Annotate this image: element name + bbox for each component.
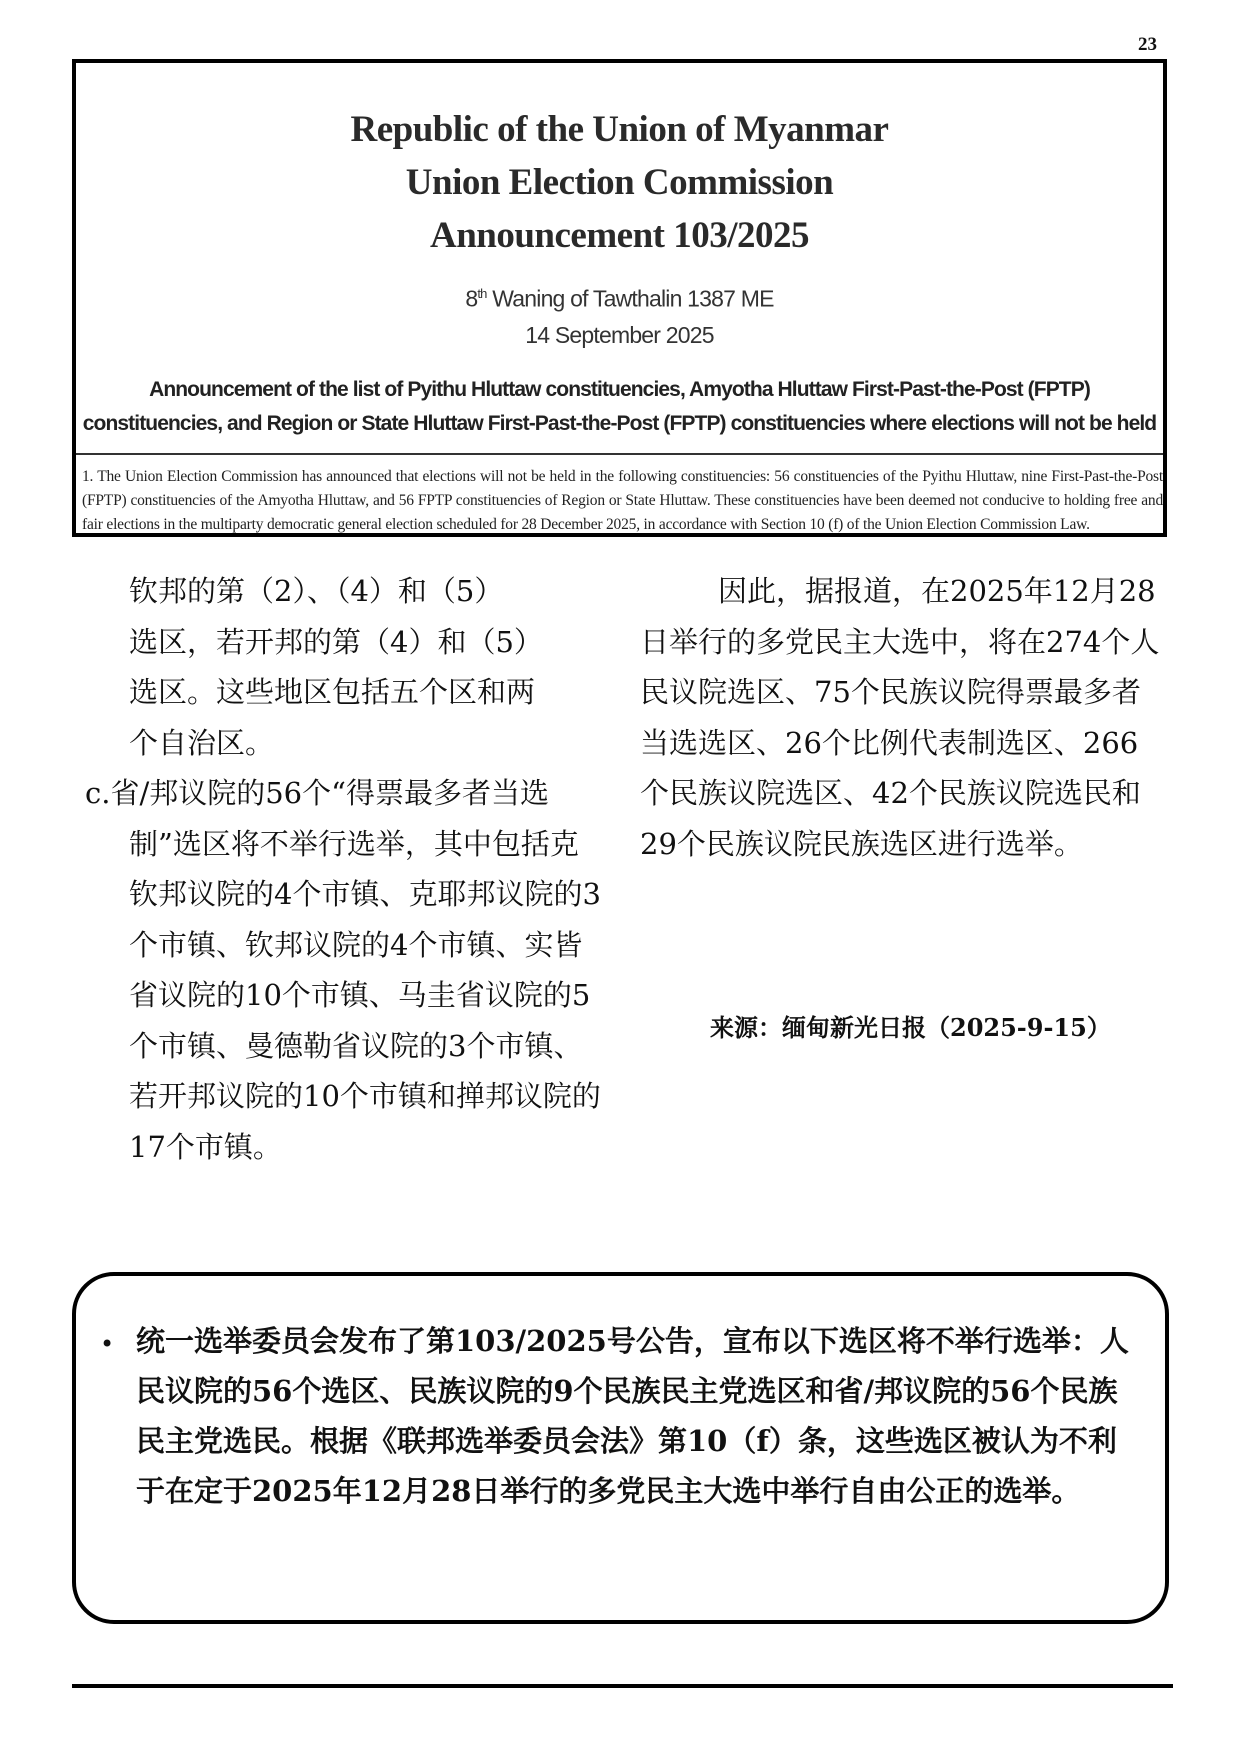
heading-line-2: constituencies, and Region or State Hluttaw First-Past-the-Post (FPTP) constituencies where elections will not be held [82,411,1157,435]
announcement-body: 1. The Union Election Commission has announced that elections will not be held in the following constituencies: 56 constituencies of the Pyithu Hluttaw, nine First-Past-the-Post (FPTP) constituencies of the Amyotha Hluttaw, and 56 FPTP constituencies of Region or State Hluttaw. These constituencies have been deemed not conducive to holding free and fair elections in the multiparty democratic general election scheduled for 28 December 2025, in accordance with Section 10 (f) of the Union Election Commission Law. [82,467,1163,533]
announcement-dates [76,276,1163,353]
source-citation: 来源：缅甸新光日报（2025-9-15） [710,1013,1111,1042]
left-column [85,566,605,1172]
page-number: 23 [1138,34,1157,55]
announcement-title [76,103,1163,262]
summary-text: 统一选举委员会发布了第103/2025号公告，宣布以下选区将不举行选举：人民议院的56个选区、民族议院的9个民族民主党选区和省/邦议院的56个民族民主党选民。根据《联邦选举委员会法》第10（f）条，这些选区被认为不利于在定于2025年12月28日举行的多党民主大选中举行自由公正的选举。 [136,1324,1129,1508]
title-line-commission: Union Election Commission [405,162,834,203]
summary-box [72,1272,1169,1624]
gregorian-date: 14 September 2025 [525,321,714,348]
left-line: 选区。这些地区包括五个区和两 [129,675,536,709]
election-paragraph: 因此，据报道，在2025年12月28日举行的多党民主大选中，将在274个人民议院选区、75个民族议院得票最多者当选选区、26个比例代表制选区、266个民族议院选区、42个民族议院选民和29个民族议院民族选区进行选举。 [640,574,1160,861]
right-column [640,566,1160,869]
title-line-announcement-number: Announcement 103/2025 [429,215,810,256]
left-line: 选区，若开邦的第（4）和（5） [129,624,543,659]
myanmar-date: 8th Waning of Tawthalin 1387 ME [465,285,774,312]
title-line-republic: Republic of the Union of Myanmar [350,109,889,150]
list-item-c: c.省/邦议院的56个“得票最多者当选制”选区将不举行选举，其中包括克钦邦议院的4个市镇、克耶邦议院的3个市镇、钦邦议院的4个市镇、实皆省议院的10个市镇、马圭省议院的5个市镇、曼德勒省议院的3个市镇、若开邦议院的10个市镇和掸邦议院的17个市镇。 [85,776,601,1164]
heading-line-1: Announcement of the list of Pyithu Hluttaw constituencies, Amyotha Hluttaw First-Past-the-Post (FPTP) [149,377,1090,401]
announcement-heading [76,373,1163,441]
announcement-clipping [72,59,1167,537]
left-line: 钦邦的第（2）、（4）和（5） [129,574,504,608]
footer-rule [72,1684,1173,1688]
bullet-icon: • [100,1330,115,1358]
left-line: 个自治区。 [129,725,275,760]
